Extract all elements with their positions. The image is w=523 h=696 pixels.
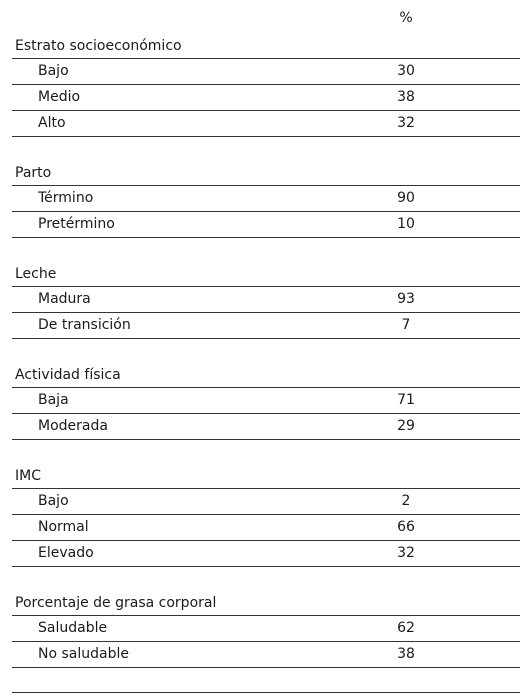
percent-column-header: %	[399, 10, 413, 26]
row-label: Elevado	[38, 545, 94, 561]
row-label: Medio	[38, 89, 81, 105]
group-spacer	[12, 137, 520, 161]
table-row	[12, 388, 520, 414]
row-percent-value: 30	[397, 63, 415, 79]
table-row	[12, 489, 520, 515]
row-percent-value: 2	[401, 493, 411, 509]
row-percent-value: 38	[397, 646, 415, 662]
row-label: Pretérmino	[38, 216, 115, 232]
row-label: Alto	[38, 115, 66, 131]
table-row	[12, 59, 520, 85]
table-row	[12, 642, 520, 668]
table-bottom-rule	[12, 668, 520, 693]
row-percent-value: 7	[401, 317, 411, 333]
group-title: IMC	[12, 464, 520, 489]
row-percent-value: 10	[397, 216, 415, 232]
table-row	[12, 515, 520, 541]
row-percent-value: 32	[397, 115, 415, 131]
group-spacer	[12, 567, 520, 591]
row-percent-value: 90	[397, 190, 415, 206]
group-title: Porcentaje de grasa corporal	[12, 591, 520, 616]
row-percent-value: 32	[397, 545, 415, 561]
group-title: Actividad física	[12, 363, 520, 388]
row-label: Saludable	[38, 620, 108, 636]
row-percent-value: 71	[397, 392, 415, 408]
table-row	[12, 541, 520, 567]
table-row	[12, 186, 520, 212]
group-title: Leche	[12, 262, 520, 287]
row-percent-value: 62	[397, 620, 415, 636]
row-label: Bajo	[38, 63, 69, 79]
row-label: Madura	[38, 291, 91, 307]
table-row	[12, 313, 520, 339]
data-table	[12, 7, 520, 693]
row-label: Baja	[38, 392, 69, 408]
row-label: No saludable	[38, 646, 129, 662]
row-percent-value: 66	[397, 519, 415, 535]
table-row	[12, 616, 520, 642]
table-body	[12, 34, 520, 693]
table-row	[12, 85, 520, 111]
row-label: De transición	[38, 317, 131, 333]
group-spacer	[12, 339, 520, 363]
table-row	[12, 212, 520, 238]
row-label: Bajo	[38, 493, 69, 509]
group-title: Estrato socioeconómico	[12, 34, 520, 59]
group-title: Parto	[12, 161, 520, 186]
table-row	[12, 111, 520, 137]
row-percent-value: 38	[397, 89, 415, 105]
row-label: Término	[38, 190, 94, 206]
row-label: Normal	[38, 519, 89, 535]
table-header	[12, 7, 520, 34]
group-spacer	[12, 238, 520, 262]
row-percent-value: 93	[397, 291, 415, 307]
table-row	[12, 287, 520, 313]
row-percent-value: 29	[397, 418, 415, 434]
row-label: Moderada	[38, 418, 108, 434]
group-spacer	[12, 440, 520, 464]
table-row	[12, 414, 520, 440]
